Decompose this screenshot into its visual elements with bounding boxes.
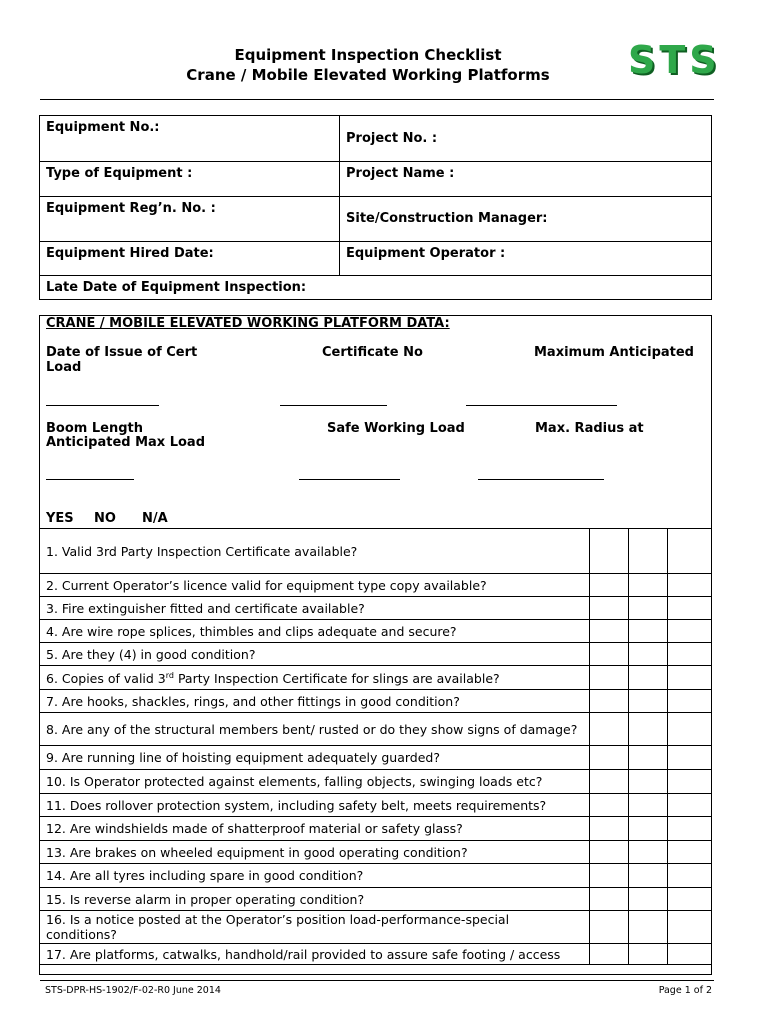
- max-anticipated-line[interactable]: [466, 405, 617, 406]
- boom-length-line[interactable]: [46, 479, 134, 480]
- checklist-row: [40, 841, 711, 864]
- project-no-field[interactable]: Project No. :: [346, 131, 438, 146]
- checklist-row: [40, 713, 711, 746]
- anticipated-max-load-label: Anticipated Max Load: [46, 435, 206, 450]
- yes-checkbox[interactable]: [589, 643, 628, 666]
- yes-checkbox[interactable]: [589, 690, 628, 713]
- max-radius-label: Max. Radius at: [535, 421, 644, 436]
- yes-checkbox[interactable]: [589, 574, 628, 597]
- question-text: 15. Is reverse alarm in proper operating condition?: [40, 888, 589, 911]
- question-text: 12. Are windshields made of shatterproof material or safety glass?: [40, 817, 589, 841]
- yes-checkbox[interactable]: [589, 746, 628, 770]
- yes-header: YES: [46, 511, 74, 526]
- no-checkbox[interactable]: [628, 574, 667, 597]
- checklist-row: [40, 620, 711, 643]
- checklist-row: [40, 574, 711, 597]
- header-divider: [40, 99, 714, 100]
- checklist-row: [40, 817, 711, 841]
- no-checkbox[interactable]: [628, 620, 667, 643]
- info-row: [40, 116, 711, 162]
- question-text: 8. Are any of the structural members bent/ rusted or do they show signs of damage?: [40, 713, 589, 746]
- no-checkbox[interactable]: [628, 944, 667, 965]
- checklist-row: [40, 770, 711, 794]
- no-checkbox[interactable]: [628, 746, 667, 770]
- na-checkbox[interactable]: [667, 690, 711, 713]
- equipment-info-table: [39, 115, 712, 300]
- question-text: 9. Are running line of hoisting equipment adequately guarded?: [40, 746, 589, 770]
- na-checkbox[interactable]: [667, 746, 711, 770]
- info-row: [40, 197, 711, 242]
- checklist-row: [40, 529, 711, 574]
- checklist-row: [40, 690, 711, 713]
- question-text: 10. Is Operator protected against elements, falling objects, swinging loads etc?: [40, 770, 589, 794]
- sts-logo: STS: [628, 38, 721, 82]
- max-radius-line[interactable]: [478, 479, 604, 480]
- na-checkbox[interactable]: [667, 597, 711, 620]
- yes-checkbox[interactable]: [589, 841, 628, 864]
- question-text: 16. Is a notice posted at the Operator’s position load-performance-special conditions?: [40, 911, 589, 944]
- boom-length-label: Boom Length: [46, 421, 143, 436]
- safe-working-load-line[interactable]: [299, 479, 400, 480]
- no-checkbox[interactable]: [628, 841, 667, 864]
- checklist-row: [40, 944, 711, 965]
- hired-date-field[interactable]: Equipment Hired Date:: [46, 246, 214, 261]
- yes-checkbox[interactable]: [589, 770, 628, 794]
- checklist-row: [40, 666, 711, 690]
- na-header: N/A: [142, 511, 168, 526]
- question-text: 7. Are hooks, shackles, rings, and other fittings in good condition?: [40, 690, 589, 713]
- inspection-checklist-table: [40, 528, 711, 965]
- checklist-row: [40, 597, 711, 620]
- question-text: 14. Are all tyres including spare in good condition?: [40, 864, 589, 888]
- info-row: [40, 276, 711, 300]
- no-checkbox[interactable]: [628, 864, 667, 888]
- question-text: 6. Copies of valid 3rd Party Inspection Certificate for slings are available?: [40, 666, 589, 690]
- na-checkbox[interactable]: [667, 666, 711, 690]
- checklist-row: [40, 864, 711, 888]
- yes-checkbox[interactable]: [589, 817, 628, 841]
- safe-working-load-label: Safe Working Load: [327, 421, 465, 436]
- na-checkbox[interactable]: [667, 643, 711, 666]
- no-checkbox[interactable]: [628, 666, 667, 690]
- page-subtitle: Crane / Mobile Elevated Working Platforms: [186, 66, 550, 84]
- type-of-equipment-field[interactable]: Type of Equipment :: [46, 166, 193, 181]
- yes-checkbox[interactable]: [589, 911, 628, 944]
- question-text: 3. Fire extinguisher fitted and certificate available?: [40, 597, 589, 620]
- na-checkbox[interactable]: [667, 944, 711, 965]
- yes-checkbox[interactable]: [589, 794, 628, 817]
- question-text: 13. Are brakes on wheeled equipment in good operating condition?: [40, 841, 589, 864]
- document-code: STS-DPR-HS-1902/F-02-R0 June 2014: [45, 985, 221, 996]
- no-checkbox[interactable]: [628, 794, 667, 817]
- max-anticipated-label: Maximum Anticipated: [534, 345, 694, 360]
- yes-checkbox[interactable]: [589, 620, 628, 643]
- equipment-operator-field[interactable]: Equipment Operator :: [346, 246, 506, 261]
- yes-checkbox[interactable]: [589, 864, 628, 888]
- page-title: Equipment Inspection Checklist: [234, 46, 502, 64]
- late-inspection-date-field[interactable]: Late Date of Equipment Inspection:: [46, 280, 307, 295]
- no-checkbox[interactable]: [628, 888, 667, 911]
- no-checkbox[interactable]: [628, 643, 667, 666]
- no-checkbox[interactable]: [628, 817, 667, 841]
- na-checkbox[interactable]: [667, 574, 711, 597]
- question-text: 11. Does rollover protection system, including safety belt, meets requirements?: [40, 794, 589, 817]
- na-checkbox[interactable]: [667, 888, 711, 911]
- no-checkbox[interactable]: [628, 529, 667, 574]
- na-checkbox[interactable]: [667, 770, 711, 794]
- yes-checkbox[interactable]: [589, 713, 628, 746]
- load-label: Load: [46, 360, 82, 375]
- project-name-field[interactable]: Project Name :: [346, 166, 455, 181]
- footer-divider: [40, 980, 714, 981]
- checklist-row: [40, 911, 711, 944]
- no-checkbox[interactable]: [628, 713, 667, 746]
- checklist-row: [40, 643, 711, 666]
- na-checkbox[interactable]: [667, 864, 711, 888]
- na-checkbox[interactable]: [667, 841, 711, 864]
- info-row: [40, 242, 711, 276]
- question-text: 1. Valid 3rd Party Inspection Certificate available?: [40, 529, 589, 574]
- yes-checkbox[interactable]: [589, 944, 628, 965]
- platform-data-section: [39, 315, 712, 975]
- na-checkbox[interactable]: [667, 911, 711, 944]
- no-header: NO: [94, 511, 116, 526]
- certificate-no-line[interactable]: [280, 405, 387, 406]
- date-of-issue-line[interactable]: [46, 405, 159, 406]
- yes-checkbox[interactable]: [589, 529, 628, 574]
- no-checkbox[interactable]: [628, 770, 667, 794]
- page-number: Page 1 of 2: [658, 985, 712, 996]
- site-manager-field[interactable]: Site/Construction Manager:: [346, 211, 548, 226]
- na-checkbox[interactable]: [667, 529, 711, 574]
- na-checkbox[interactable]: [667, 794, 711, 817]
- yes-checkbox[interactable]: [589, 666, 628, 690]
- date-of-issue-label: Date of Issue of Cert: [46, 345, 198, 360]
- yes-checkbox[interactable]: [589, 597, 628, 620]
- no-checkbox[interactable]: [628, 911, 667, 944]
- na-checkbox[interactable]: [667, 620, 711, 643]
- equipment-reg-no-field[interactable]: Equipment Reg’n. No. :: [46, 201, 216, 216]
- question-text: 5. Are they (4) in good condition?: [40, 643, 589, 666]
- platform-data-heading: CRANE / MOBILE ELEVATED WORKING PLATFORM DATA:: [46, 316, 450, 331]
- question-text: 17. Are platforms, catwalks, handhold/rail provided to assure safe footing / access: [40, 944, 589, 965]
- na-checkbox[interactable]: [667, 817, 711, 841]
- certificate-no-label: Certificate No: [322, 345, 423, 360]
- checklist-row: [40, 746, 711, 770]
- no-checkbox[interactable]: [628, 690, 667, 713]
- yes-checkbox[interactable]: [589, 888, 628, 911]
- question-text: 2. Current Operator’s licence valid for equipment type copy available?: [40, 574, 589, 597]
- checklist-row: [40, 888, 711, 911]
- question-text: 4. Are wire rope splices, thimbles and clips adequate and secure?: [40, 620, 589, 643]
- na-checkbox[interactable]: [667, 713, 711, 746]
- equipment-no-field[interactable]: Equipment No.:: [46, 120, 160, 135]
- info-row: [40, 162, 711, 197]
- checklist-row: [40, 794, 711, 817]
- no-checkbox[interactable]: [628, 597, 667, 620]
